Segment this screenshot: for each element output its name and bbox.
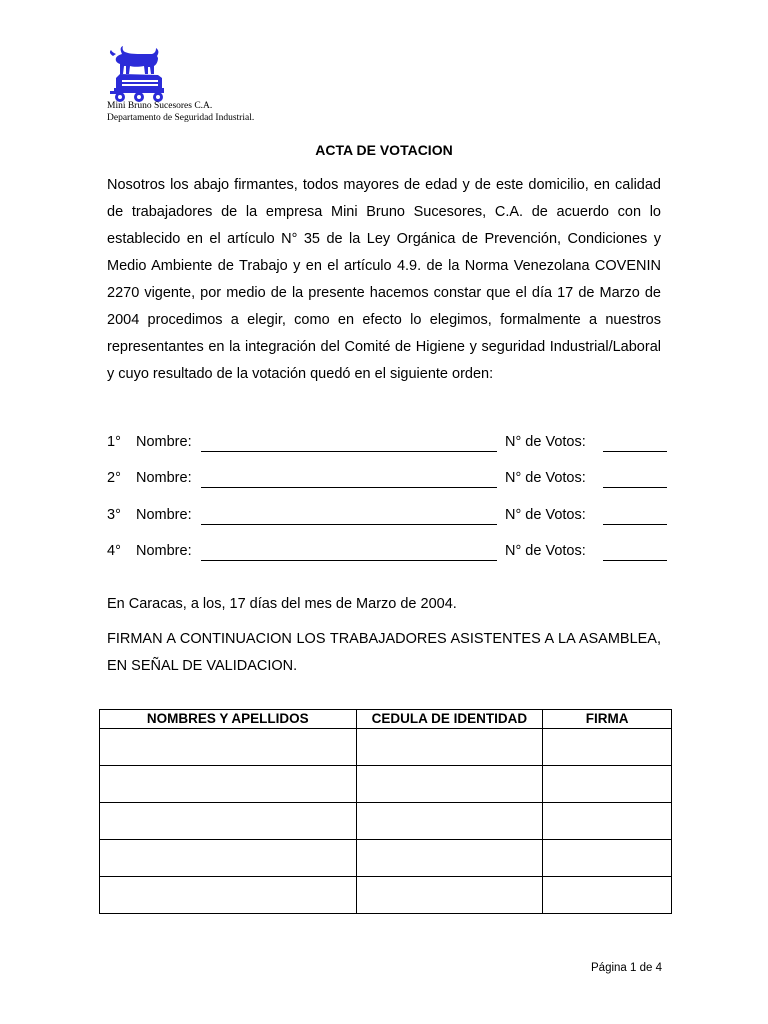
name-blank-field[interactable] xyxy=(201,451,497,452)
closing-date-line: En Caracas, a los, 17 días del mes de Marzo de 2004. xyxy=(107,596,457,612)
signature-instruction: FIRMAN A CONTINUACION LOS TRABAJADORES ASISTENTES A LA ASAMBLEA, EN SEÑAL DE VALIDACION. xyxy=(107,631,661,674)
votes-blank-field[interactable] xyxy=(603,524,667,525)
vote-rank: 4° xyxy=(107,543,121,559)
table-row xyxy=(100,877,672,914)
page-number: Página 1 de 4 xyxy=(591,962,662,974)
signature-cell[interactable] xyxy=(543,729,672,766)
vote-row xyxy=(107,507,667,527)
name-label: Nombre: xyxy=(136,470,192,486)
votes-label: N° de Votos: xyxy=(505,543,586,559)
column-header-id: CEDULA DE IDENTIDAD xyxy=(356,710,543,729)
id-cell[interactable] xyxy=(356,877,543,914)
vote-rank: 3° xyxy=(107,507,121,523)
name-cell[interactable] xyxy=(100,766,357,803)
signature-table xyxy=(99,709,672,914)
votes-label: N° de Votos: xyxy=(505,470,586,486)
name-cell[interactable] xyxy=(100,877,357,914)
column-header-signature: FIRMA xyxy=(543,710,672,729)
name-label: Nombre: xyxy=(136,434,192,450)
id-cell[interactable] xyxy=(356,729,543,766)
table-row xyxy=(100,840,672,877)
votes-label: N° de Votos: xyxy=(505,434,586,450)
vote-row xyxy=(107,470,667,490)
name-cell[interactable] xyxy=(100,803,357,840)
signature-cell[interactable] xyxy=(543,840,672,877)
signature-cell[interactable] xyxy=(543,877,672,914)
table-row xyxy=(100,803,672,840)
id-cell[interactable] xyxy=(356,803,543,840)
name-cell[interactable] xyxy=(100,729,357,766)
document-title: ACTA DE VOTACION xyxy=(315,142,453,158)
department-name: Departamento de Seguridad Industrial. xyxy=(107,112,255,123)
table-row xyxy=(100,766,672,803)
name-label: Nombre: xyxy=(136,543,192,559)
company-header xyxy=(107,101,254,124)
table-header-row xyxy=(100,710,672,729)
name-label: Nombre: xyxy=(136,507,192,523)
name-blank-field[interactable] xyxy=(201,487,497,488)
column-header-names: NOMBRES Y APELLIDOS xyxy=(100,710,357,729)
company-name: Mini Bruno Sucesores C.A. xyxy=(107,101,213,111)
id-cell[interactable] xyxy=(356,840,543,877)
vote-row xyxy=(107,543,667,563)
vote-row xyxy=(107,434,667,454)
vote-rank: 1° xyxy=(107,434,121,450)
votes-blank-field[interactable] xyxy=(603,560,667,561)
name-cell[interactable] xyxy=(100,840,357,877)
votes-label: N° de Votos: xyxy=(505,507,586,523)
intro-paragraph: Nosotros los abajo firmantes, todos mayores de edad y de este domicilio, en calidad de trabajadores de la empresa Mini Bruno Sucesores, C.A. de acuerdo con lo establecido en el artículo N° 35 de la Ley Orgánica de Prevención, Condiciones y Medio Ambiente de Trabajo y en el artículo 4.9. de la Norma Venezolana COVENIN 2270 vigente, por medio de la presente hacemos constar que el día 17 de Marzo de 2004 procedimos a elegir, como en efecto lo elegimos, formalmente a nuestros representantes en la integración del Comité de Higiene y seguridad Industrial/Laboral y cuyo resultado de la votación quedó en el siguiente orden: xyxy=(107,177,661,382)
bull-logo-icon xyxy=(108,44,166,104)
table-row xyxy=(100,729,672,766)
signature-cell[interactable] xyxy=(543,766,672,803)
votes-blank-field[interactable] xyxy=(603,451,667,452)
id-cell[interactable] xyxy=(356,766,543,803)
vote-rank: 2° xyxy=(107,470,121,486)
signature-cell[interactable] xyxy=(543,803,672,840)
name-blank-field[interactable] xyxy=(201,560,497,561)
name-blank-field[interactable] xyxy=(201,524,497,525)
votes-blank-field[interactable] xyxy=(603,487,667,488)
